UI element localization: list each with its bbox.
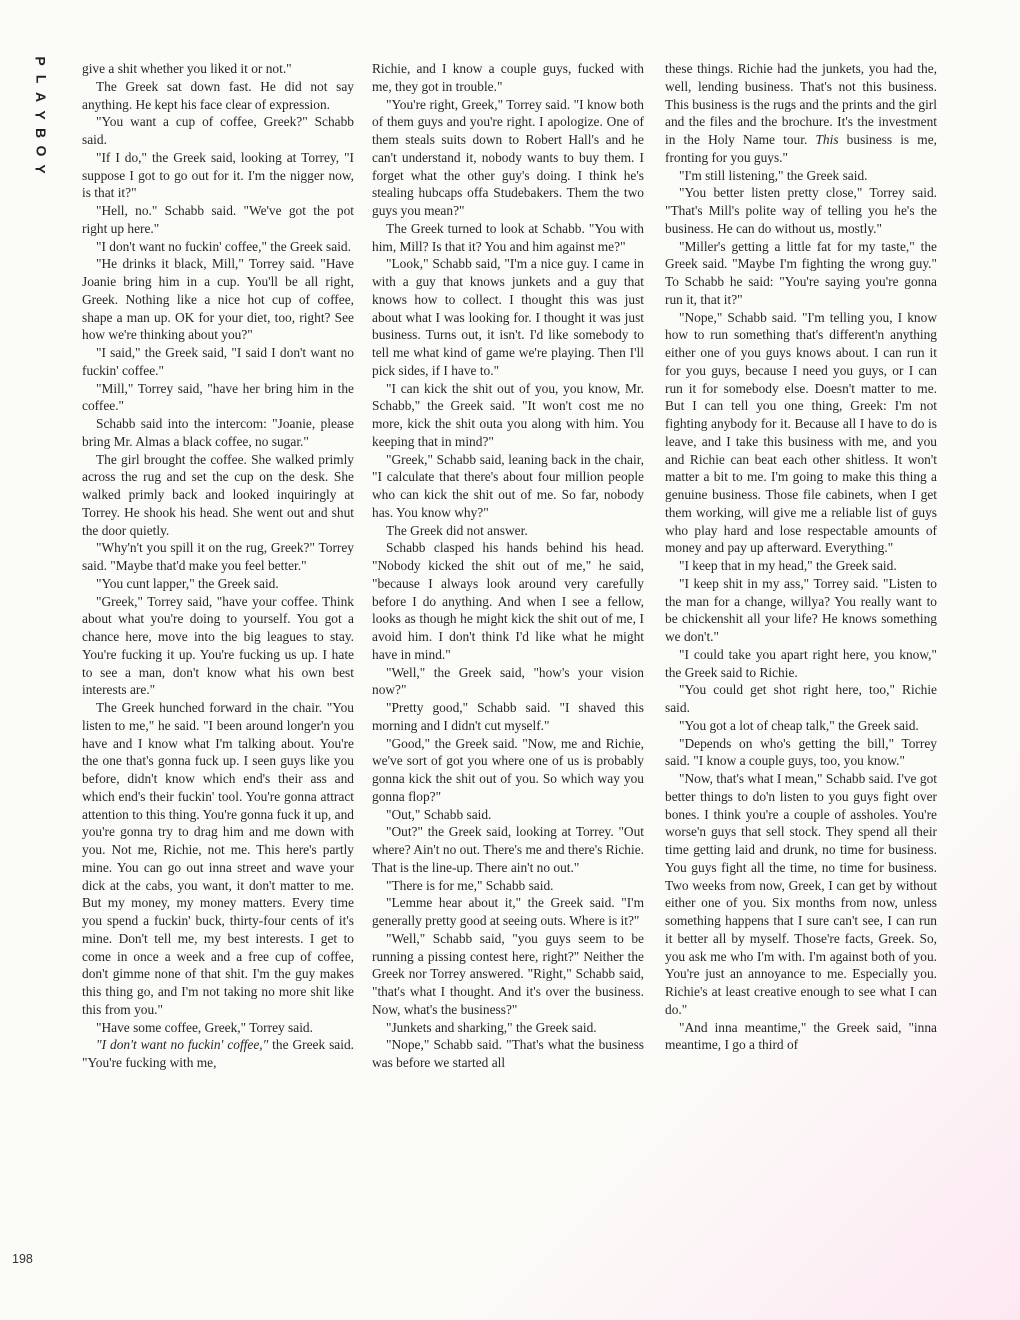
paragraph: "Well," the Greek said, "how's your vision now?" [372, 664, 644, 698]
paragraph: "And inna meantime," the Greek said, "inna meantime, I go a third of [665, 1019, 937, 1053]
paragraph: "I keep that in my head," the Greek said. [679, 558, 897, 573]
paragraph: give a shit whether you liked it or not." [82, 61, 292, 76]
paragraph: "I said," the Greek said, "I said I don't want no fuckin' coffee." [82, 345, 354, 378]
paragraph: "Why'n't you spill it on the rug, Greek?" Torrey said. "Maybe that'd make you feel better." [82, 540, 354, 573]
masthead-letter: Y [33, 110, 49, 120]
paragraph: "Junkets and sharking," the Greek said. [386, 1019, 597, 1035]
paragraph: "You better listen pretty close," Torrey said. "That's Mill's polite way of telling you he's the business. He can do without us, mostly." [665, 185, 937, 236]
text-column-1 [82, 60, 354, 1072]
paragraph: "Nope," Schabb said. "I'm telling you, I know how to run something that's different'n anything either one of you guys knows about. I can run it for you guys, because I need you guys, or I can run it for somebody else. Doesn't matter to me. But I can tell you one thing, Greek: I'm not fighting anybody for it. Because all I have to do is leave, and I take this business with me, and you and Richie can beat each other shitless. It won't matter a bit to me. I'm going to make this thing a genuine business. Those file cabinets, when I get them working, will give me a reliable list of guys who play hard and lose respectable amounts of money and pay up afterward. Everything." [665, 309, 937, 556]
paragraph: Schabb clasped his hands behind his head. "Nobody kicked the shit out of me," he said, "because I always look around very carefully before I do anything. And when I see a fellow, looks as though he might kick the shit out of me, I avoid him. I don't think I'd like what he might have in mind." [372, 540, 644, 662]
masthead-letter: B [33, 127, 49, 139]
paragraph: "Good," the Greek said. "Now, me and Richie, we've sort of got you where one of us is probably gonna kick the shit out of you. So which way you gonna flop?" [372, 735, 644, 804]
paragraph: "Miller's getting a little fat for my taste," the Greek said. "Maybe I'm fighting the wrong guy." To Schabb he said: "You're saying you're gonna run it, that it?" [665, 238, 937, 307]
magazine-masthead [30, 52, 52, 178]
paragraph: "I don't want no fuckin' coffee," the Greek said. "You're fucking with me, [82, 1037, 354, 1070]
paragraph: "He drinks it black, Mill," Torrey said. "Have Joanie bring him in a cup. You'll be all right, Greek. Nothing like a nice hot cup of coffee, shape a man up. OK for your diet, too, right? See how we're thinking about you?" [82, 256, 354, 343]
paragraph: "Nope," Schabb said. "That's what the business was before we started all [372, 1037, 644, 1070]
paragraph: The Greek sat down fast. He did not say anything. He kept his face clear of expression. [82, 78, 354, 112]
paragraph: "Hell, no." Schabb said. "We've got the pot right up here." [82, 203, 354, 236]
paragraph: "Depends on who's getting the bill," Torrey said. "I know a couple guys, too, you know." [665, 735, 937, 769]
paragraph: "Out?" the Greek said, looking at Torrey. "Out where? Ain't no out. There's me and there's Richie. That is the line-up. There ain't no out." [372, 824, 644, 875]
paragraph: "Lemme hear about it," the Greek said. "I'm generally pretty good at seeing outs. Where is it?" [372, 895, 644, 928]
text-column-2 [372, 60, 644, 1072]
paragraph: The Greek hunched forward in the chair. "You listen to me," he said. "I been around longer'n you have and I know what I'm talking about. You're the one that's gonna fuck up. I seen guys like you before, didn't know which end's their ass and which end's their fuckin' tool. You're gonna attract attention to this thing. You're gonna fuck it up, and you're gonna try to drag him and me down with you. Not me, Richie, not me. This here's partly mine. You can go out inna street and wave your dick at the cabs, you want, it don't matter to me. But my money, my money matters. Every time you spend a fuckin' buck, thirty-four cents of it's mine. Don't tell me, my best interests. I get to come in once a week and a free cup of coffee, don't gimme none of that shit. I'm the guy makes this thing go, and I'm not taking no more shit like this from you." [82, 700, 354, 1017]
paragraph: "Greek," Schabb said, leaning back in the chair, "I calculate that there's about four million people who can kick the shit out of me. So far, nobody has. You know why?" [372, 451, 644, 520]
paragraph: "You got a lot of cheap talk," the Greek said. [679, 717, 919, 733]
paragraph: "There is for me," Schabb said. [386, 877, 554, 893]
paragraph: "Greek," Torrey said, "have your coffee. Think about what you're doing to yourself. You got a chance here, move into the big leagues to stay. You're fucking it up. You're fucking us up. I hate to see a man, don't know what his own best interests are." [82, 593, 354, 698]
paragraph: "Pretty good," Schabb said. "I shaved this morning and I didn't cut myself." [372, 700, 644, 733]
paragraph: Schabb said into the intercom: "Joanie, please bring Mr. Almas a black coffee, no sugar." [82, 416, 354, 449]
masthead-letter: L [33, 74, 49, 84]
paragraph: these things. Richie had the junkets, you had the, well, lending business. That's not this business. This business is the rugs and the prints and the girl and the files and the brochure. It's the investment in the Holy Name tour. This business is me, fronting for you guys." [665, 61, 937, 165]
paragraph: "Mill," Torrey said, "have her bring him in the coffee." [82, 380, 354, 414]
masthead-letter: O [32, 145, 49, 157]
paragraph: "Now, that's what I mean," Schabb said. I've got better things to do'n listen to you guys fight over bones. I think you're a couple of assholes. You're worse'n guys that sell stock. They spend all their time getting laid and drunk, no time for business. You guys fight all the time, no time for business. Two weeks from now, Greek, I can get by without either one of you. Six months from now, unless something happens that I sure can't see, I can run it better all by myself. Those're facts, Greek. So, you ask me who I'm with. I'm against both of you. You're just an annoyance to me. Especially you. Richie's at least creative enough to see what I can do." [665, 771, 937, 1017]
paragraph: "If I do," the Greek said, looking at Torrey, "I suppose I got to go out for it. I'm the nigger now, is that it?" [82, 149, 354, 201]
paragraph: "Out," Schabb said. [386, 806, 492, 822]
paragraph: "You cunt lapper," the Greek said. [96, 575, 279, 591]
paragraph: "I could take you apart right here, you know," the Greek said to Richie. [665, 646, 937, 680]
paragraph: "You could get shot right here, too," Richie said. [665, 682, 937, 715]
paragraph: "Well," Schabb said, "you guys seem to be running a pissing contest here, right?" Neither the Greek nor Torrey answered. "Right," Schabb said, "that's what I thought. And it's over the business. Now, what's the business?" [372, 930, 644, 1017]
page-number: 198 [12, 1252, 33, 1266]
paragraph: The girl brought the coffee. She walked primly across the rug and set the cup on the desk. She walked primly back and looked inquiringly at Torrey. He shook his head. She went out and shut the door quietly. [82, 451, 354, 538]
paragraph: The Greek turned to look at Schabb. "You with him, Mill? Is that it? You and him against me?" [372, 220, 644, 254]
paragraph: "I'm still listening," the Greek said. [679, 167, 868, 183]
paragraph: "Look," Schabb said, "I'm a nice guy. I came in with a guy that knows junkets and a guy that knows how to collect. I thought this was just about what I was looking for. I thought it was just business. Turns out, it isn't. I'd like somebody to tell me what kind of game we're playing. Then I'll pick sides, if I have to." [372, 256, 644, 378]
paragraph: The Greek did not answer. [386, 522, 528, 538]
paragraph: "I can kick the shit out of you, you know, Mr. Schabb," the Greek said. "It won't cost me no more, kick the shit outa you along with him. You keeping that in mind?" [372, 380, 644, 449]
paragraph: "You want a cup of coffee, Greek?" Schabb said. [82, 114, 354, 147]
paragraph: "I keep shit in my ass," Torrey said. "Listen to the man for a change, willya? You really want to be chickenshit all your life? He knows something we don't." [665, 575, 937, 644]
text-column-3 [665, 60, 937, 1054]
paragraph: Richie, and I know a couple guys, fucked with me, they got in trouble." [372, 61, 644, 94]
paragraph: "You're right, Greek," Torrey said. "I know both of them guys and you're right. I apologize. One of them steals suits down to Robert Hall's and he can't understand it, nobody wants to buy them. I forget what the other guy's doing. I think he's stealing hubcaps offa Studebakers. Them the two guys you mean?" [372, 96, 644, 218]
masthead-letter: Y [33, 164, 49, 174]
masthead-letter: P [33, 56, 49, 66]
masthead-letter: A [33, 91, 49, 103]
paragraph: "I don't want no fuckin' coffee," the Greek said. [96, 238, 351, 254]
paragraph: "Have some coffee, Greek," Torrey said. [96, 1019, 313, 1035]
